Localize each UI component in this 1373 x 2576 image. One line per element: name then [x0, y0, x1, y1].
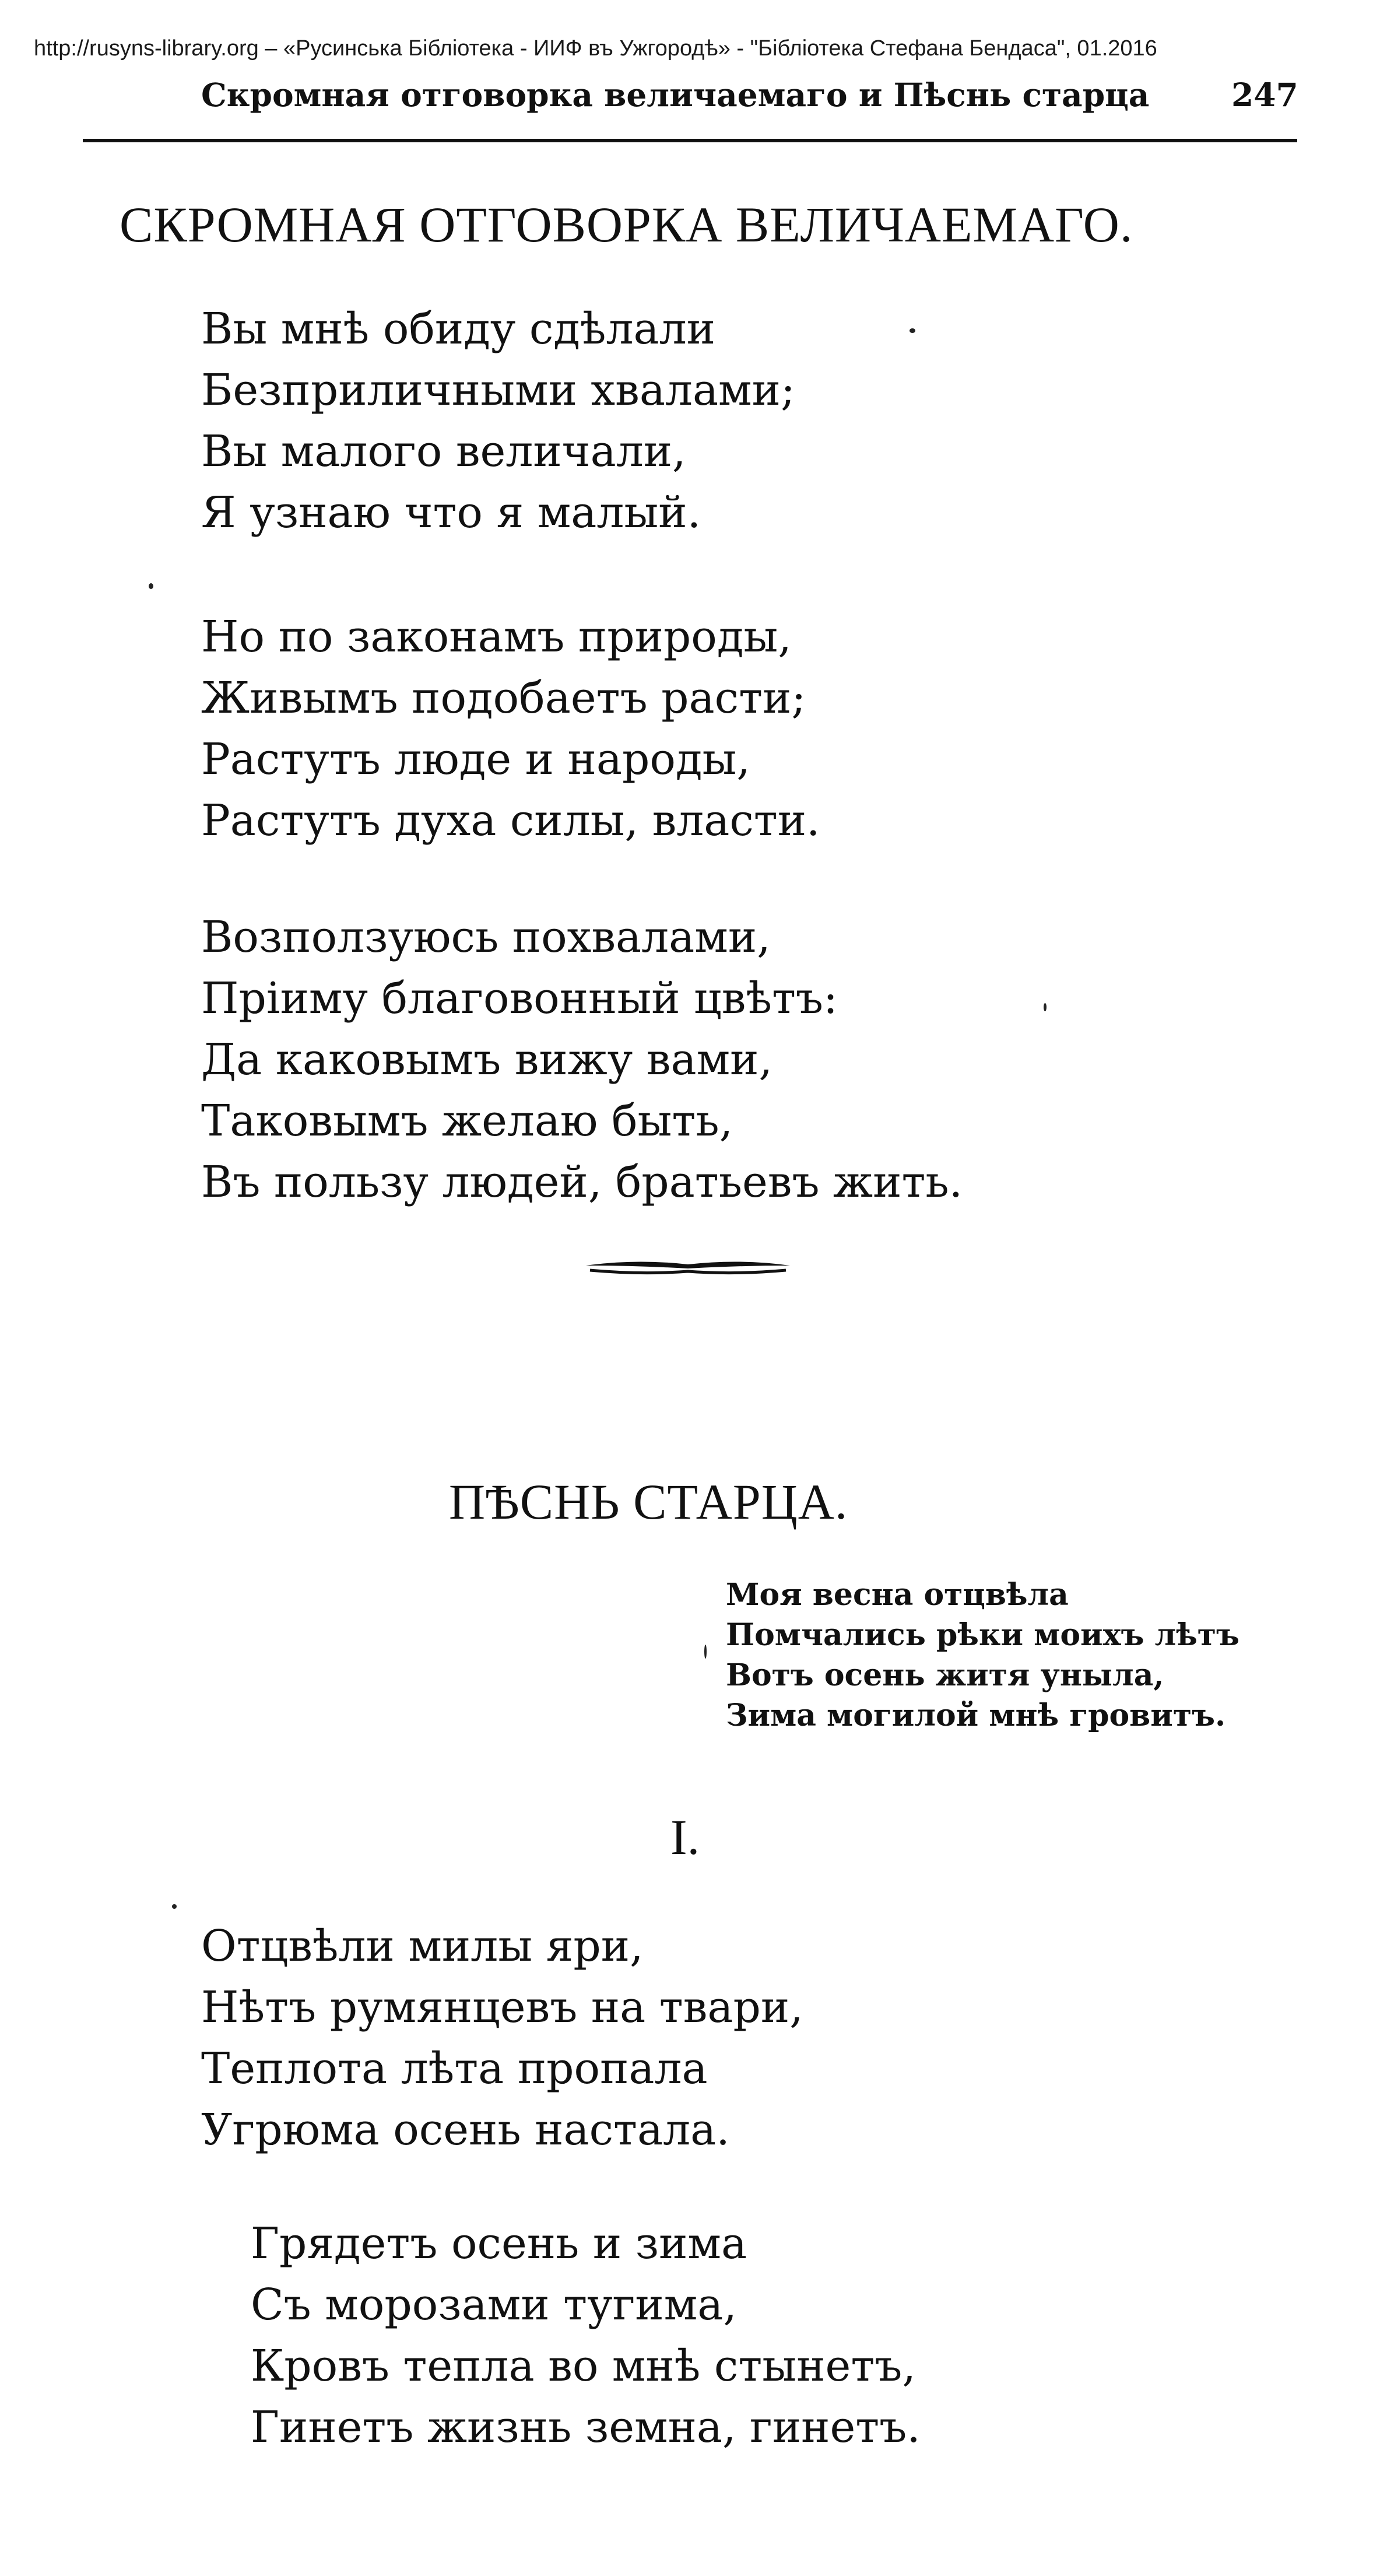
verse-line: Вы мнѣ обиду сдѣлали [201, 304, 715, 354]
scan-speck [172, 1904, 177, 1909]
page-number: 247 [1231, 76, 1298, 114]
running-head: Скромная отговорка величаемаго и Пѣснь старца [201, 76, 1150, 114]
epigraph-line: Моя весна отцвѣла [726, 1577, 1069, 1613]
epigraph-line: Помчались рѣки моихъ лѣтъ [726, 1617, 1239, 1653]
scan-speck [1044, 1003, 1047, 1011]
verse-line: Нѣтъ румянцевъ на твари, [201, 1982, 803, 2032]
verse-line: Гинетъ жизнь земна, гинетъ. [251, 2402, 921, 2452]
scan-speck [704, 1645, 707, 1659]
verse-line: Грядетъ осень и зима [251, 2218, 747, 2269]
poem-title: СКРОМНАЯ ОТГОВОРКА ВЕЛИЧАЕМАГО. [120, 197, 1133, 253]
poem-stanza [201, 907, 963, 1213]
verse-line: Съ морозами тугима, [251, 2280, 737, 2330]
epigraph [726, 1575, 1239, 1736]
verse-line: Отцвѣли милы яри, [201, 1921, 644, 1971]
scan-speck [149, 583, 153, 589]
epigraph-line: Зима могилой мнѣ гровитъ. [726, 1698, 1226, 1733]
source-url-line: http://rusyns-library.org – «Русинська Бібліотека - ИИФ въ Ужгородѣ» - "Бібліотека Стефана Бендаса", 01.2016 [34, 36, 1157, 61]
verse-line: Возползуюсь похвалами, [201, 912, 771, 962]
verse-line: Таковымъ желаю быть, [201, 1096, 733, 1146]
verse-line: Живымъ подобаетъ расти; [201, 673, 806, 723]
poem-stanza [251, 2213, 921, 2458]
epigraph-line: Вотъ осень житя уныла, [726, 1657, 1164, 1693]
verse-line: Угрюма осень настала. [201, 2105, 730, 2155]
poem-stanza [201, 299, 795, 544]
verse-line: Но по законамъ природы, [201, 612, 792, 662]
scan-speck [910, 328, 915, 333]
verse-line: Пріиму благовонный цвѣтъ: [201, 973, 838, 1024]
poem-title: ПѢСНЬ СТАРЦА. [449, 1474, 848, 1530]
section-numeral: I. [670, 1809, 700, 1865]
verse-line: Растутъ люде и народы, [201, 734, 750, 784]
header-rule [83, 139, 1297, 142]
verse-line: Да каковымъ вижу вами, [201, 1035, 772, 1085]
verse-line: Теплота лѣта пропала [201, 2044, 708, 2094]
verse-line: Вы малого величали, [201, 426, 686, 476]
ornament-divider [583, 1253, 793, 1282]
verse-line: Въ пользу людей, братьевъ жить. [201, 1157, 963, 1207]
poem-stanza [201, 1916, 803, 2161]
poem-stanza [201, 607, 820, 851]
verse-line: Безприличными хвалами; [201, 365, 795, 415]
verse-line: Я узнаю что я малый. [201, 488, 701, 538]
verse-line: Кровъ тепла во мнѣ стынетъ, [251, 2341, 916, 2391]
verse-line: Растутъ духа силы, власти. [201, 795, 820, 846]
